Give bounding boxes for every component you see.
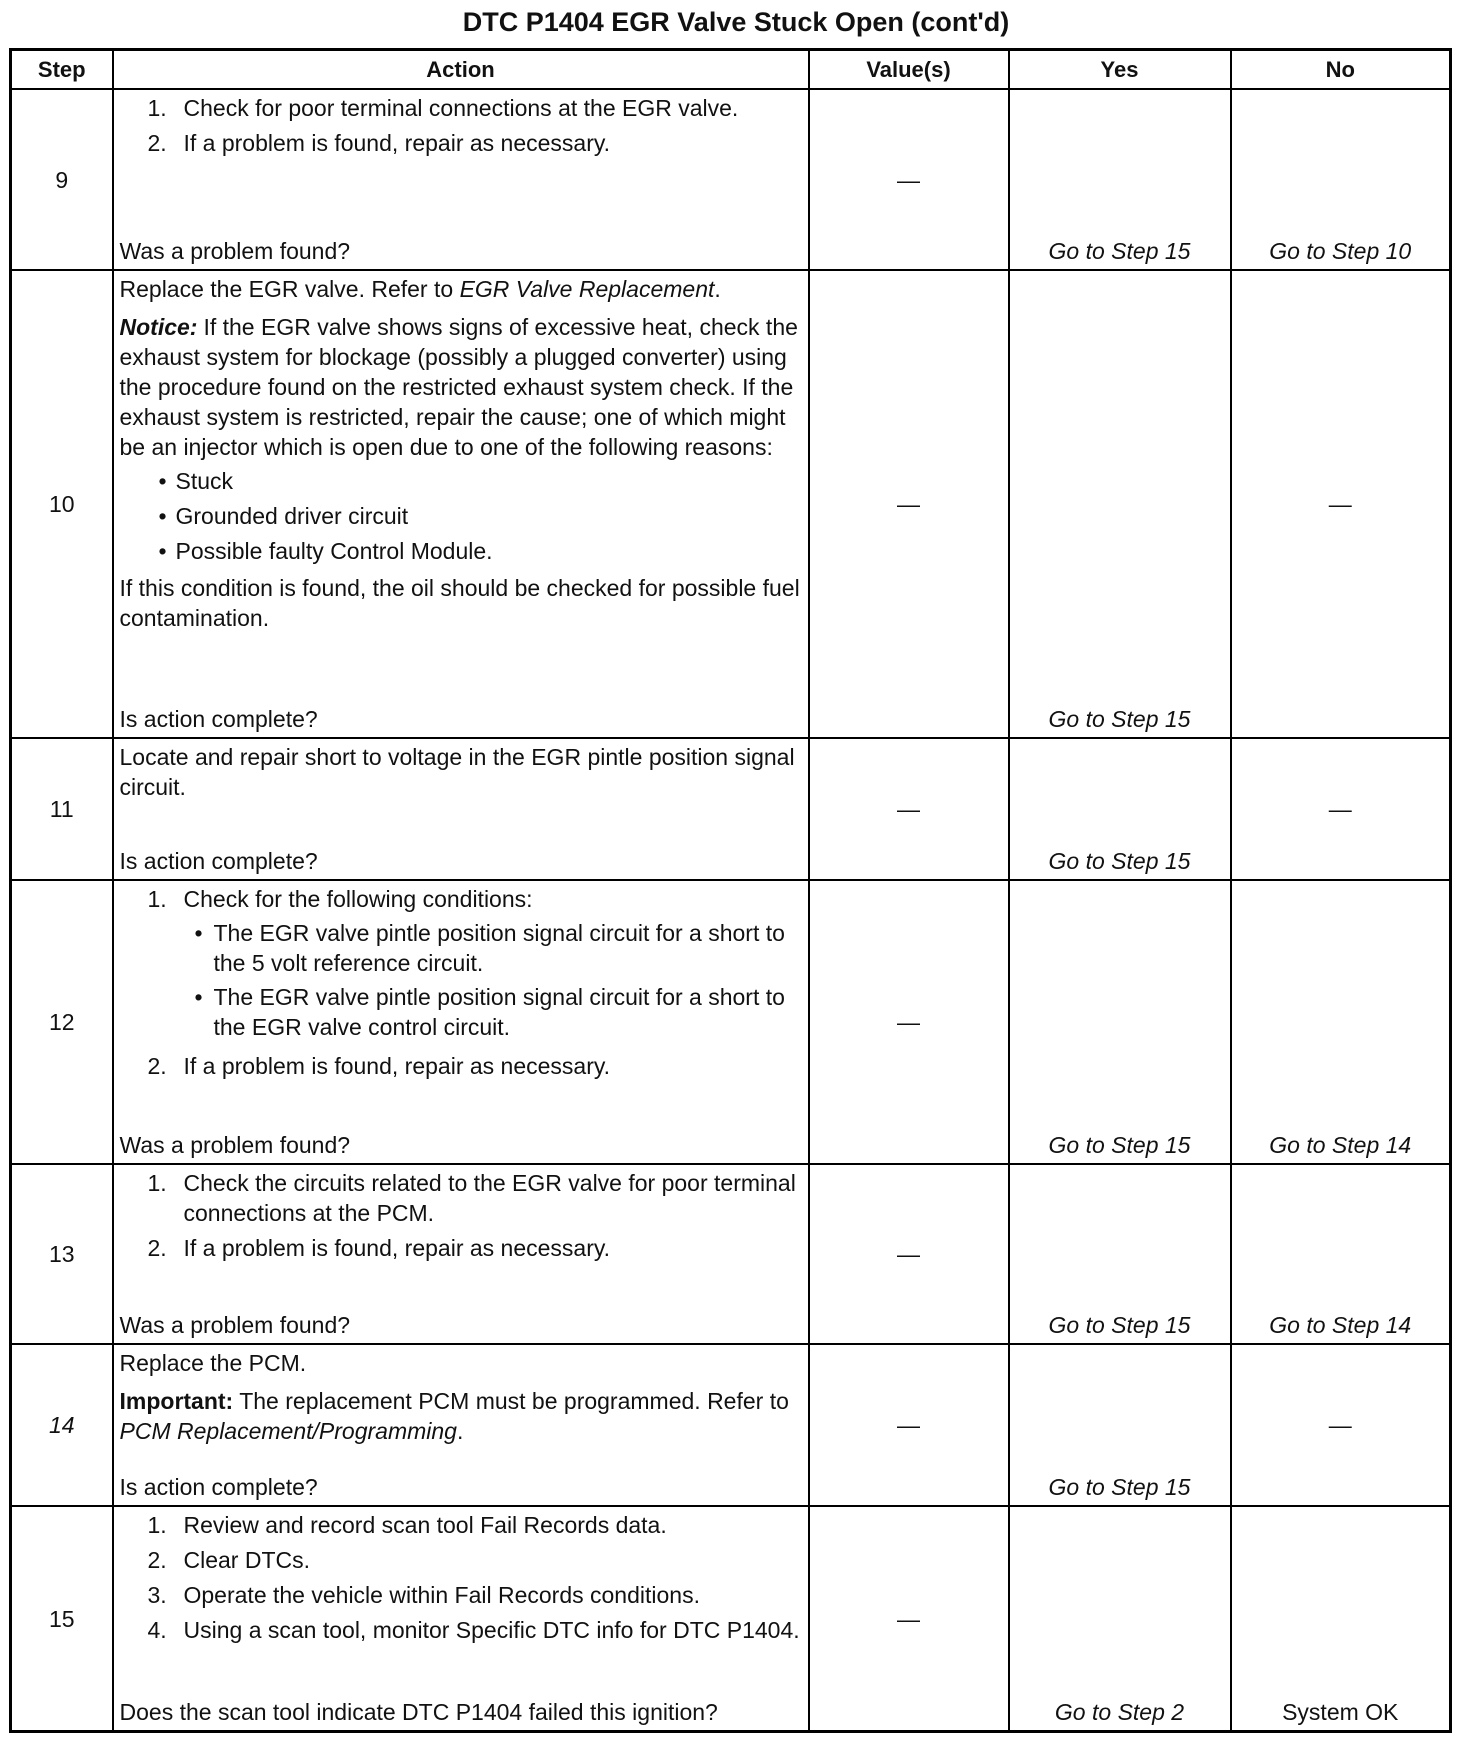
item-text: If a problem is found, repair as necessary.	[183, 1235, 611, 1261]
no-cell: —	[1231, 738, 1451, 880]
no-cell	[1231, 1164, 1451, 1344]
action-cell	[113, 738, 809, 880]
procedure-reference[interactable]: PCM Replacement/Programming	[119, 1418, 457, 1444]
item-text: Review and record scan tool Fail Records data.	[183, 1512, 667, 1538]
page-title: DTC P1404 EGR Valve Stuck Open (cont'd)	[462, 7, 1010, 37]
yes-cell	[1009, 738, 1231, 880]
value-cell: —	[809, 89, 1009, 270]
value-cell: —	[809, 270, 1009, 738]
item-number: 2.	[147, 1053, 167, 1079]
step-cell	[11, 270, 113, 738]
header-action: Action	[113, 50, 809, 90]
item-text: Check for poor terminal connections at the EGR valve.	[183, 95, 739, 121]
action-question: Was a problem found?	[119, 1312, 351, 1338]
item-number: 1.	[147, 1170, 167, 1196]
intro-text: Replace the EGR valve. Refer to	[119, 276, 460, 302]
action-cell	[113, 1506, 809, 1732]
value-cell: —	[809, 880, 1009, 1164]
no-link[interactable]: Go to Step 14	[1269, 1312, 1412, 1338]
step-cell	[11, 1164, 113, 1344]
table-row-step-13	[11, 1164, 1451, 1344]
no-cell	[1231, 1506, 1451, 1732]
action-question: Was a problem found?	[119, 238, 351, 264]
step-cell	[11, 1344, 113, 1506]
yes-cell	[1009, 89, 1231, 270]
action-cell	[113, 880, 809, 1164]
step-number: 11	[49, 796, 74, 822]
no-cell	[1231, 880, 1451, 1164]
yes-cell	[1009, 1164, 1231, 1344]
item-text: Check the circuits related to the EGR valve for poor terminal connections at the PCM.	[183, 1170, 796, 1226]
list-item: • Stuck	[150, 466, 802, 496]
value-cell: —	[809, 738, 1009, 880]
action-cell	[113, 270, 809, 738]
important-label: Important:	[119, 1388, 234, 1414]
important-paragraph	[120, 1386, 802, 1446]
condition-list	[184, 918, 802, 1042]
header-values: Value(s)	[809, 50, 1009, 90]
action-question: Is action complete?	[119, 848, 318, 874]
no-link[interactable]: Go to Step 10	[1269, 238, 1412, 264]
item-text: Clear DTCs.	[183, 1547, 311, 1573]
list-item: • Grounded driver circuit	[150, 501, 802, 531]
no-cell: —	[1231, 270, 1451, 738]
action-question: Does the scan tool indicate DTC P1404 failed this ignition?	[119, 1699, 718, 1725]
item-text: Check for the following conditions:	[183, 886, 533, 912]
yes-link[interactable]: Go to Step 2	[1054, 1699, 1185, 1725]
item-text: If a problem is found, repair as necessary.	[183, 130, 611, 156]
item-number: 4.	[147, 1617, 167, 1643]
yes-link[interactable]: Go to Step 15	[1048, 1312, 1191, 1338]
table-row-step-10	[11, 270, 1451, 738]
no-cell	[1231, 89, 1451, 270]
numbered-item	[148, 1580, 802, 1610]
action-cell	[113, 1164, 809, 1344]
numbered-item	[148, 1233, 802, 1263]
yes-link[interactable]: Go to Step 15	[1048, 1474, 1191, 1500]
table-row-step-12	[11, 880, 1451, 1164]
numbered-item	[148, 884, 802, 1046]
action-question: Was a problem found?	[119, 1132, 351, 1158]
list-item: • The EGR valve pintle position signal circuit for a short to the 5 volt reference circuit.	[184, 918, 802, 978]
table-row-step-9	[11, 89, 1451, 270]
item-number: 2.	[147, 130, 167, 156]
intro-end: .	[714, 276, 721, 302]
item-number: 1.	[147, 1512, 167, 1538]
notice-text: If the EGR valve shows signs of excessive heat, check the exhaust system for blockage (possibly a plugged converter) using the procedure found on the restricted exhaust system check. If the exhaust system is restricted, repair the cause; one of which might be an injector which is open due to one of the following reasons:	[119, 314, 798, 460]
item-text: If a problem is found, repair as necessary.	[183, 1053, 611, 1079]
no-result: System OK	[1282, 1699, 1399, 1725]
value-cell: —	[809, 1164, 1009, 1344]
header-step: Step	[11, 50, 113, 90]
action-text: Replace the PCM.	[119, 1350, 307, 1376]
list-item: • The EGR valve pintle position signal circuit for a short to the EGR valve control circuit.	[184, 982, 802, 1042]
item-number: 1.	[147, 886, 167, 912]
yes-cell	[1009, 1344, 1231, 1506]
item-number: 2.	[147, 1235, 167, 1261]
numbered-item	[148, 1545, 802, 1575]
step-cell	[11, 738, 113, 880]
value-cell: —	[809, 1344, 1009, 1506]
header-no: No	[1231, 50, 1451, 90]
important-text: The replacement PCM must be programmed. Refer to	[239, 1388, 789, 1414]
numbered-item	[148, 93, 802, 123]
table-row-step-15	[11, 1506, 1451, 1732]
numbered-item	[148, 1168, 802, 1228]
item-number: 2.	[147, 1547, 167, 1573]
item-text: Using a scan tool, monitor Specific DTC info for DTC P1404.	[183, 1617, 800, 1643]
action-intro	[120, 274, 802, 304]
step-cell	[11, 880, 113, 1164]
header-yes: Yes	[1009, 50, 1231, 90]
yes-link[interactable]: Go to Step 15	[1048, 706, 1191, 732]
step-cell	[11, 1506, 113, 1732]
no-link[interactable]: Go to Step 14	[1269, 1132, 1412, 1158]
table-row-step-11	[11, 738, 1451, 880]
step-number: 10	[48, 491, 75, 517]
diagnostic-table	[9, 48, 1452, 1733]
step-number: 14	[48, 1412, 75, 1438]
action-question: Is action complete?	[119, 1474, 318, 1500]
item-number: 3.	[147, 1582, 167, 1608]
no-cell: —	[1231, 1344, 1451, 1506]
action-question: Is action complete?	[119, 706, 318, 732]
procedure-reference[interactable]: EGR Valve Replacement	[459, 276, 715, 302]
numbered-item	[148, 1051, 802, 1081]
step-number: 9	[55, 166, 69, 193]
list-item: • Possible faulty Control Module.	[150, 536, 802, 566]
table-row-step-14	[11, 1344, 1451, 1506]
yes-link[interactable]: Go to Step 15	[1048, 238, 1191, 264]
item-text: Operate the vehicle within Fail Records conditions.	[183, 1582, 700, 1608]
notice-paragraph	[120, 312, 802, 462]
action-text: Locate and repair short to voltage in the EGR pintle position signal circuit.	[119, 744, 795, 800]
important-end: .	[456, 1418, 464, 1444]
yes-cell	[1009, 880, 1231, 1164]
reason-list	[150, 466, 802, 571]
step-number: 15	[48, 1605, 75, 1632]
header-row	[11, 50, 1451, 90]
yes-cell	[1009, 1506, 1231, 1732]
followup-paragraph: If this condition is found, the oil should be checked for possible fuel contamination.	[119, 575, 800, 631]
item-number: 1.	[147, 95, 167, 121]
numbered-item	[148, 1615, 802, 1645]
step-number: 13	[48, 1241, 75, 1267]
action-cell	[113, 1344, 809, 1506]
step-number: 12	[48, 1009, 75, 1035]
yes-link[interactable]: Go to Step 15	[1048, 1132, 1191, 1158]
action-cell	[113, 89, 809, 270]
yes-link[interactable]: Go to Step 15	[1048, 848, 1191, 874]
notice-label: Notice:	[119, 314, 198, 340]
numbered-item	[148, 128, 802, 158]
value-cell: —	[809, 1506, 1009, 1732]
numbered-item	[148, 1510, 802, 1540]
step-cell	[11, 89, 113, 270]
yes-cell	[1009, 270, 1231, 738]
